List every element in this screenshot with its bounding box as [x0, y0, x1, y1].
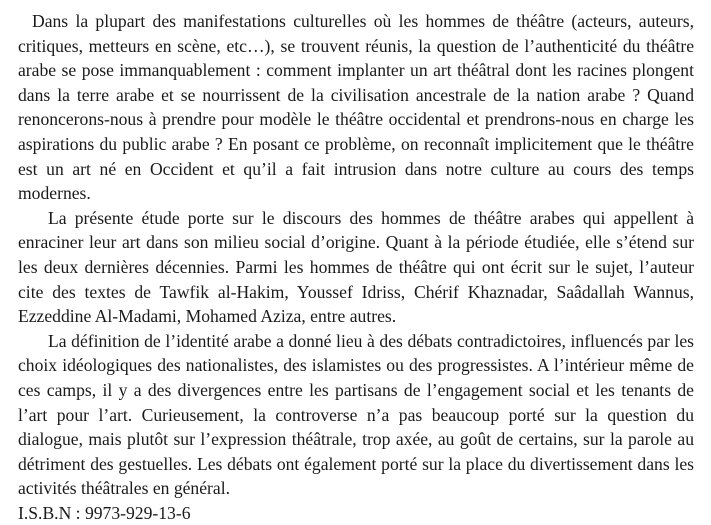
paragraph-intro: Dans la plupart des manifestations culturelles où les hommes de théâtre (acteurs, auteurs, critiques, metteurs en scène, etc…), se trouvent réunis, la question de l’authenticité du théâtre arabe se pose immanquablement : comment implanter un art théâtral dont les racines plongent dans la terre arabe et se nourrissent de la civilisation ancestrale de la nation arabe ? Quand renoncerons-nous à prendre pour modèle le théâtre occidental et prendrons-nous en charge les aspirations du public arabe ? En posant ce problème, on reconnaît implicitement que le théâtre est un art né en Occident et qu’il a fait intrusion dans notre culture au cours des temps modernes.	[18, 11, 694, 204]
paragraph-identity-debate: La définition de l’identité arabe a donné lieu à des débats contradictoires, influencés par les choix idéologiques des nationalistes, des islamistes ou des progressistes. A l’intérieur même de ces camps, il y a des divergences entre les partisans de l’engagement social et les tenants de l’art pour l’art. Curieusement, la controverse n’a pas beaucoup porté sur la question du dialogue, mais plutôt sur l’expression théâtrale, trop axée, au goût de certains, sur la parole au détriment des gestuelles. Les débats ont également porté sur la place du divertissement dans les activités théâtrales en général.	[18, 330, 694, 499]
isbn-line: I.S.B.N : 9973-929-13-6	[18, 502, 191, 523]
document-body	[18, 9, 694, 525]
paragraph-study-scope: La présente étude porte sur le discours des hommes de théâtre arabes qui appellent à enraciner leur art dans son milieu social d’origine. Quant à la période étudiée, elle s’étend sur les deux dernières décennies. Parmi les hommes de théâtre qui ont écrit sur le sujet, l’auteur cite des textes de Tawfik al-Hakim, Youssef Idriss, Chérif Khaznadar, Saâdallah Wannus, Ezzeddine Al-Madami, Mohamed Aziza, entre autres.	[18, 207, 694, 327]
